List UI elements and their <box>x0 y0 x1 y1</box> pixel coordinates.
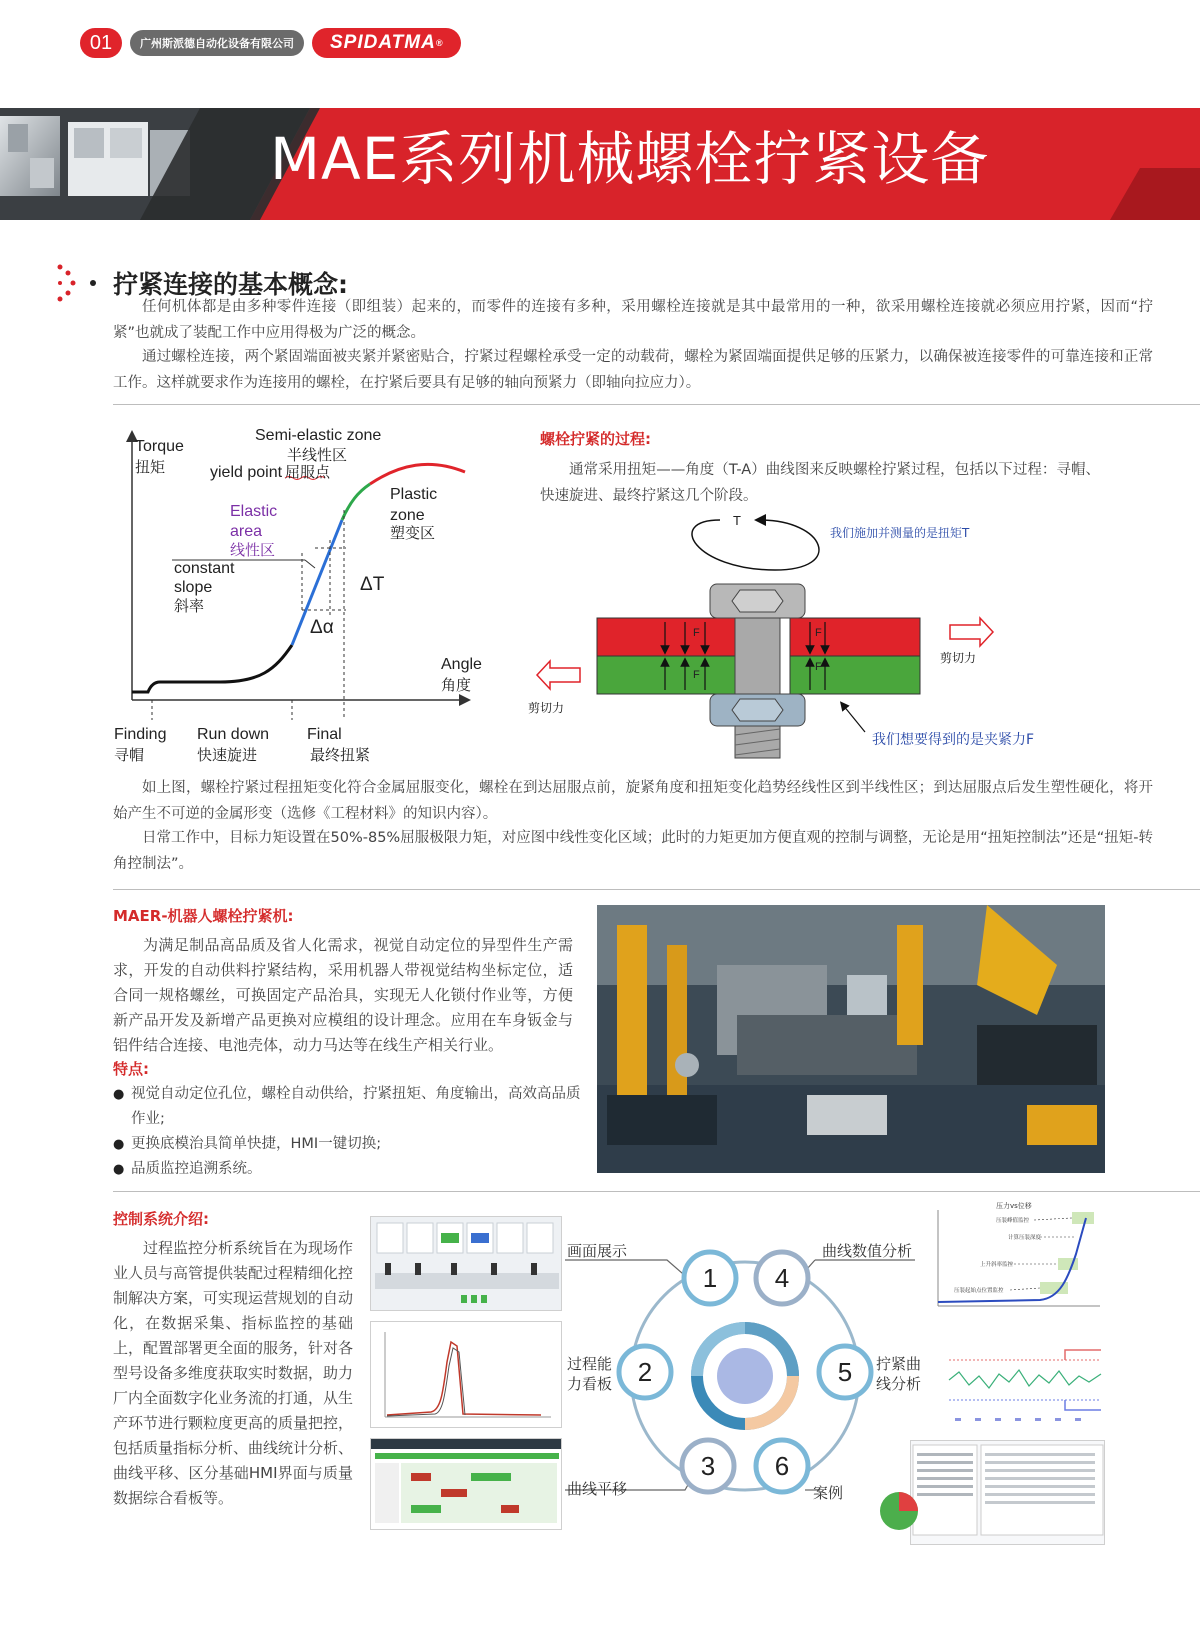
slope-label-en-2: slope <box>174 579 213 596</box>
elastic-label-en-1: Elastic <box>230 503 278 520</box>
wheel-node-1 <box>684 1252 736 1304</box>
yield-label-en: yield point <box>210 464 283 481</box>
wheel-node-6 <box>756 1440 808 1492</box>
brand-mark: ® <box>435 38 444 48</box>
company-name: 广州斯派德自动化设备有限公司 <box>130 30 304 56</box>
stage-final-en: Final <box>307 726 342 743</box>
maer-text: 为满足制品高品质及省人化需求，视觉自动定位的异型件生产需求，开发的自动供料拧紧结构，采用机器人带视觉结构坐标定位，适合同一规格螺丝，可换固定产品治具，实现无人化锁付作业等，方便新产品开发及新增产品更换对应模组的设计理念。应用在车身钣金与铝件结合连接、电池壳体，动力马达等在线生产相关行业。 <box>113 936 573 1054</box>
control-text: 过程监控分析系统旨在为现场作业人员与高管提供装配过程精细化控制解决方案，可实现运营规划的自动化，在数据采集、指标监控的基础上，配置部署更全面的服务，针对各型号设备多维度获取实时数据，助力厂内全面数字化业务流的打通，从生产环节进行颗粒度更高的质量把控，包括质量指标分析、曲线统计分析、曲线平移、区分基础HMI界面与质量数据综合看板等。 <box>113 1239 354 1507</box>
delta-alpha-label: Δα <box>310 617 334 638</box>
section-title: 拧紧连接的基本概念: <box>113 270 348 299</box>
mini-chart-title: 压力vs位移 <box>996 1202 1032 1210</box>
node-label-tightening-2: 线分析 <box>876 1375 922 1393</box>
maer-heading: MAER-机器人螺栓拧紧机: <box>113 907 294 925</box>
plastic-label-cn: 塑变区 <box>390 524 436 542</box>
dots-icon <box>55 263 101 303</box>
curve-chart-thumbnail <box>370 1321 562 1428</box>
explain-paragraph-1: 如上图，螺栓拧紧过程扭矩变化符合金属屈服变化，螺栓在到达屈服点前，旋紧角度和扭矩变化趋势经线性区到半线性区；到达屈服点后发生塑性硬化，将开始产生不可逆的金属形变（选修《工程材料》的知识内容）。 <box>113 780 1153 822</box>
force-label-lower-right: F <box>815 661 822 673</box>
force-label-lower-left: F <box>693 669 700 681</box>
features-list <box>113 1082 583 1182</box>
clamp-force-note: 我们想要得到的是夹紧力F <box>872 732 1035 748</box>
shear-arrow-left-icon <box>537 661 580 689</box>
stage-rundown-en: Run down <box>197 726 270 743</box>
wheel-node-2 <box>619 1346 671 1398</box>
control-system-wheel <box>565 1238 935 1528</box>
node-label-tightening-1: 拧紧曲 <box>876 1355 922 1373</box>
x-axis-label-en: Angle <box>441 656 482 673</box>
robot-cell-photo <box>597 905 1105 1173</box>
case-report-thumbnail <box>910 1440 1105 1545</box>
elastic-label-cn: 线性区 <box>230 541 276 559</box>
divider <box>113 1191 1200 1192</box>
elastic-label-en-2: area <box>230 523 263 540</box>
dashboard-thumbnail <box>370 1438 562 1530</box>
torque-angle-diagram <box>110 420 490 780</box>
semi-elastic-label-en: Semi-elastic zone <box>255 427 382 444</box>
plastic-label-en-1: Plastic <box>390 486 438 503</box>
slope-label-en-1: constant <box>174 560 235 577</box>
trend-chart-thumbnail <box>945 1330 1105 1425</box>
stage-rundown-cn: 快速旋进 <box>197 746 258 764</box>
hmi-screen-thumbnail <box>370 1216 562 1311</box>
feature-item: ● 更换底模治具简单快捷，HMI一键切换; <box>113 1132 583 1157</box>
divider <box>113 404 1200 405</box>
feature-item: ● 品质监控追溯系统。 <box>113 1157 583 1182</box>
features-heading: 特点: <box>113 1060 149 1078</box>
node-label-case: 案例 <box>813 1484 844 1502</box>
node-label-capability-1: 过程能 <box>567 1355 613 1373</box>
yield-label-cn: 屈服点 <box>285 463 331 481</box>
intro-paragraph-1: 任何机体都是由多种零件连接（即组装）起来的，而零件的连接有多种，采用螺栓连接就是其中最常用的一种，欲采用螺栓连接就必须应用拧紧，因而“拧紧”也就成了装配工作中应用得极为广泛的概念。 <box>113 299 1153 341</box>
stage-finding-cn: 寻帽 <box>114 746 145 764</box>
node-label-capability-2: 力看板 <box>567 1375 613 1393</box>
page-number: 01 <box>80 28 122 58</box>
shear-arrow-right-icon <box>950 618 993 646</box>
stage-final-cn: 最终扭紧 <box>310 746 371 764</box>
svg-text:5: 5 <box>837 1357 853 1387</box>
intro-paragraph-2: 通过螺栓连接，两个紧固端面被夹紧并紧密贴合，拧紧过程螺栓承受一定的动载荷，螺栓为紧固端面提供足够的压紧力，以确保被连接零件的可靠连接和正常工作。这样就要求作为连接用的螺栓，在拧紧后要具有足够的轴向预紧力（即轴向拉应力）。 <box>113 349 1153 391</box>
process-heading: 螺栓拧紧的过程: <box>540 430 651 448</box>
node-label-curve-shift: 曲线平移 <box>567 1480 628 1498</box>
pressure-displacement-chart <box>930 1198 1105 1313</box>
mini-chart-label-4: 压装起始点位置监控 <box>954 1288 1004 1294</box>
node-label-curve-value: 曲线数值分析 <box>822 1242 913 1260</box>
wheel-node-4 <box>756 1252 808 1304</box>
wheel-node-5 <box>819 1346 871 1398</box>
mini-chart-label-2: 计算压装深度 <box>1008 1235 1042 1241</box>
rotation-arrow-icon <box>692 520 819 570</box>
wheel-node-3 <box>682 1440 734 1492</box>
force-label-upper-left: F <box>693 627 700 639</box>
y-axis-label-en: Torque <box>135 438 184 455</box>
stage-finding-en: Finding <box>114 726 167 743</box>
feature-item: ● 视觉自动定位孔位，螺栓自动供给，拧紧扭矩、角度输出，高效高品质作业; <box>113 1082 583 1132</box>
curve-rundown <box>132 645 292 692</box>
svg-text:2: 2 <box>637 1357 653 1387</box>
plastic-label-en-2: zone <box>390 507 425 524</box>
explain-paragraph-2: 日常工作中，目标力矩设置在50%-85%屈服极限力矩，对应图中线性变化区域；此时的力矩更加方便直观的控制与调整，无论是用“扭矩控制法”还是“扭矩-转角控制法”。 <box>113 830 1153 872</box>
svg-text:3: 3 <box>700 1451 716 1481</box>
process-text: 通常采用扭矩——角度（T-A）曲线图来反映螺栓拧紧过程，包括以下过程：寻帽、快速旋进、最终拧紧这几个阶段。 <box>540 462 1100 504</box>
divider <box>113 889 1200 890</box>
svg-text:6: 6 <box>774 1451 790 1481</box>
curve-semi-elastic <box>342 484 370 520</box>
brand-logo <box>312 28 461 58</box>
curve-plastic <box>370 464 465 484</box>
page-title: MAE系列机械螺栓拧紧设备 <box>270 125 990 193</box>
shear-label-right: 剪切力 <box>940 651 977 665</box>
x-axis-label-cn: 角度 <box>441 676 472 694</box>
pie-chart-icon <box>878 1490 920 1532</box>
shear-label-left: 剪切力 <box>528 701 565 715</box>
bolt-clamp-diagram <box>525 510 1085 760</box>
control-heading: 控制系统介绍: <box>113 1210 209 1228</box>
y-axis-label-cn: 扭矩 <box>135 458 166 476</box>
mini-chart-label-3: 上升斜率监控 <box>980 1262 1014 1268</box>
force-label-upper-right: F <box>815 627 822 639</box>
header-bar <box>80 28 461 58</box>
svg-text:4: 4 <box>774 1263 790 1293</box>
svg-text:1: 1 <box>702 1263 718 1293</box>
mini-chart-label-1: 压装峰值监控 <box>996 1218 1030 1224</box>
brand-name: SPIDATMA <box>330 32 436 53</box>
delta-t-label: ΔT <box>360 574 385 595</box>
torque-note: 我们施加并测量的是扭矩T <box>830 526 970 540</box>
torque-symbol: T <box>733 513 741 528</box>
slope-label-cn: 斜率 <box>174 597 205 615</box>
node-label-display: 画面展示 <box>567 1242 628 1260</box>
semi-elastic-label-cn: 半线性区 <box>287 446 348 464</box>
